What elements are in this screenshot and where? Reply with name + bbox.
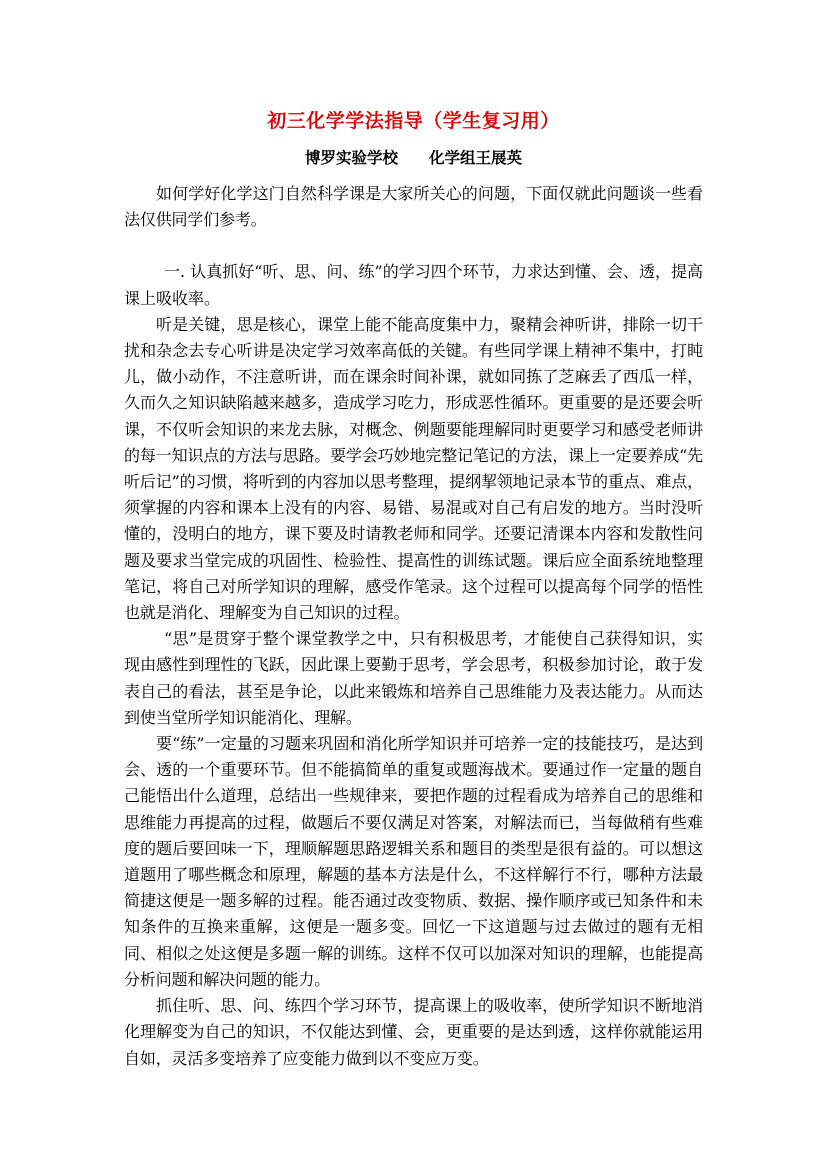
practice-paragraph: 要“练”一定量的习题来巩固和消化所学知识并可培养一定的技能技巧，是达到会、透的一个重要环节。但不能搞简单的重复或题海战术。要通过作一定量的题自己能悟出什么道理，总结出一些规律来，要把作题的过程看成为培养自己的思维和思维能力再提高的过程，做题后不要仅满足对答案，对解法而已，当每做稍有些难度的题后要回味一下，理顺解题思路逻辑关系和题目的类型是很有益的。可以想这道题用了哪些概念和原理，解题的基本方法是什么，不这样解行不行，哪种方法最简捷这便是一题多解的过程。能否通过改变物质、数据、操作顺序或已知条件和未知条件的互换来重解，这便是一题多变。回忆一下这道题与过去做过的题有无相同、相似之处这便是多题一解的训练。这样不仅可以加深对知识的理解，也能提高分析问题和解决问题的能力。: [124, 734, 703, 989]
section-heading-paragraph: 一. 认真抓好“听、思、问、练”的学习四个环节，力求达到懂、会、透，提高课上吸收率。: [124, 262, 703, 308]
thinking-paragraph: “思”是贯穿于整个课堂教学之中，只有积极思考，才能使自己获得知识，实现由感性到理性的飞跃，因此课上要勤于思考，学会思考，积极参加讨论，敢于发表自己的看法，甚至是争论，以此来锻炼和培养自己思维能力及表达能力。从而达到使当堂所学知识能消化、理解。: [124, 629, 703, 727]
intro-paragraph: 如何学好化学这门自然科学课是大家所关心的问题，下面仅就此问题谈一些看法仅供同学们参考。: [124, 184, 703, 230]
document-body: [124, 181, 703, 1072]
summary-paragraph: 抓住听、思、问、练四个学习环节，提高课上的吸收率，使所学知识不断地消化理解变为自己的知识，不仅能达到懂、会，更重要的是达到透，这样你就能运用自如，灵活多变培养了应变能力做到以不变应万变。: [124, 996, 703, 1068]
listening-paragraph: 听是关键，思是核心，课堂上能不能高度集中力，聚精会神听讲，排除一切干扰和杂念去专心听讲是决定学习效率高低的关键。有些同学课上精神不集中，打盹儿，做小动作，不注意听讲，而在课余时间补课，就如同拣了芝麻丢了西瓜一样，久而久之知识缺陷越来越多，造成学习吃力，形成恶性循环。更重要的是还要会听课，不仅听会知识的来龙去脉，对概念、例题要能理解同时更要学习和感受老师讲的每一知识点的方法与思路。要学会巧妙地完整记笔记的方法，课上一定要养成“先听后记”的习惯，将听到的内容加以思考整理，提纲挈领地记录本节的重点、难点，须掌握的内容和课本上没有的内容、易错、易混或对自己有启发的地方。当时没听懂的，没明白的地方，课下要及时请教老师和同学。还要记清课本内容和发散性问题及要求当堂完成的巩固性、检验性、提高性的训练试题。课后应全面系统地整理笔记，将自己对所学知识的理解，感受作笔录。这个过程可以提高每个同学的悟性也就是消化、理解变为自己知识的过程。: [124, 314, 703, 623]
document-title: 初三化学学法指导（学生复习用）: [267, 110, 560, 132]
document-byline: 博罗实验学校 化学组王展英: [304, 148, 522, 167]
